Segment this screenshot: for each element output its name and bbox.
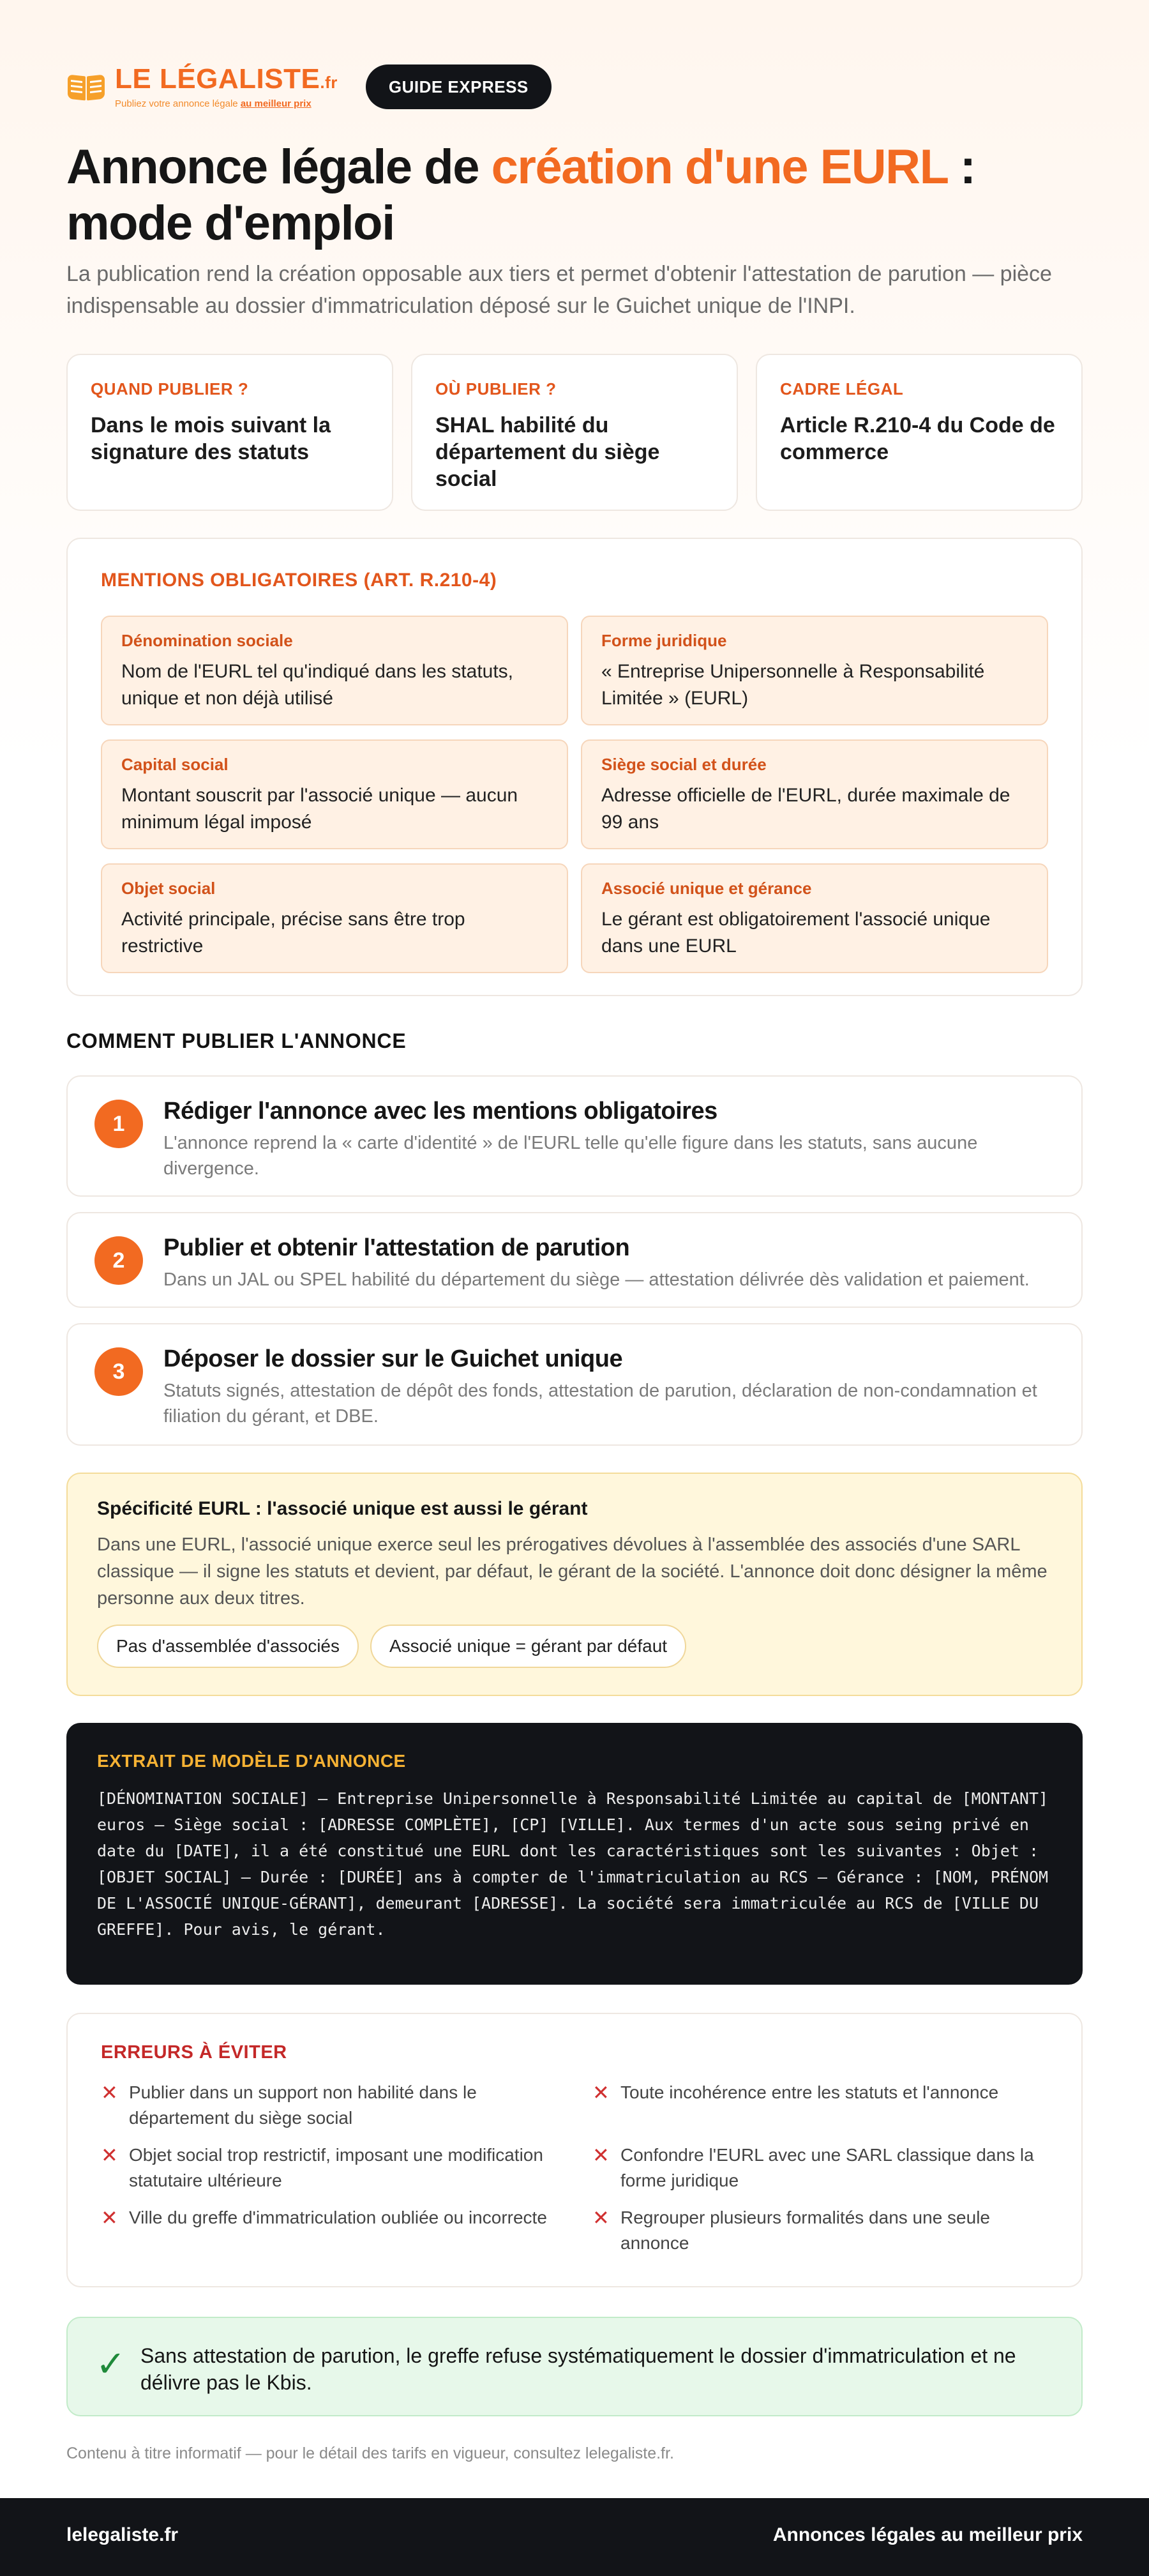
mention-item bbox=[581, 739, 1048, 849]
specificity-desc: Dans une EURL, l'associé unique exerce seul les prérogatives dévolues à l'assemblée des associés d'une SARL classique — il signe les statuts et devient, par défaut, le gérant de la société. L'annonce doit donc désigner la même personne aux deux titres. bbox=[97, 1534, 1048, 1609]
chip-no-assembly: Pas d'assemblée d'associés bbox=[97, 1625, 359, 1668]
step-card-1 bbox=[66, 1075, 1083, 1197]
cross-icon: ✕ bbox=[101, 2081, 118, 2104]
fact-value: SHAL habilité du département du siège social bbox=[435, 413, 660, 491]
cross-icon: ✕ bbox=[101, 2206, 118, 2229]
open-book-icon bbox=[66, 72, 106, 102]
mentions-title: MENTIONS OBLIGATOIRES (ART. R.210-4) bbox=[101, 570, 497, 591]
mention-title: Siège social et durée bbox=[601, 755, 767, 774]
specificity-title: Spécificité EURL : l'associé unique est aussi le gérant bbox=[97, 1498, 588, 1519]
notice-box bbox=[66, 2317, 1083, 2416]
specificity-chips bbox=[97, 1625, 1052, 1668]
step-number: 2 bbox=[94, 1236, 143, 1285]
error-text: Publier dans un support non habilité dans le département du siège social bbox=[129, 2082, 477, 2128]
mention-item bbox=[581, 616, 1048, 725]
guide-badge: GUIDE EXPRESS bbox=[366, 64, 552, 109]
mention-desc: Le gérant est obligatoirement l'associé unique dans une EURL bbox=[601, 909, 991, 957]
fact-card-where bbox=[411, 354, 738, 511]
fact-label: QUAND PUBLIER ? bbox=[91, 379, 249, 398]
errors-card bbox=[66, 2013, 1083, 2287]
logo-tagline-text: Publiez votre annonce légale bbox=[115, 98, 238, 109]
fact-value: Article R.210-4 du Code de commerce bbox=[780, 413, 1055, 464]
error-item bbox=[592, 2205, 1048, 2256]
fact-card-legal bbox=[756, 354, 1083, 511]
step-title: Rédiger l'annonce avec les mentions obligatoires bbox=[163, 1098, 717, 1125]
notice-text: Sans attestation de parution, le greffe refuse systématiquement le dossier d'immatriculation et ne délivre pas le Kbis. bbox=[140, 2344, 1016, 2394]
check-icon: ✓ bbox=[96, 2344, 126, 2384]
logo-tagline bbox=[115, 98, 338, 109]
mention-desc: « Entreprise Unipersonnelle à Responsabilité Limitée » (EURL) bbox=[601, 661, 985, 709]
errors-grid bbox=[101, 2080, 1048, 2256]
mention-desc: Nom de l'EURL tel qu'indiqué dans les statuts, unique et non déjà utilisé bbox=[121, 661, 514, 709]
header bbox=[66, 61, 552, 112]
step-title: Publier et obtenir l'attestation de parution bbox=[163, 1234, 630, 1261]
fact-card-when bbox=[66, 354, 393, 511]
step-card-3 bbox=[66, 1323, 1083, 1446]
chip-sole-manager: Associé unique = gérant par défaut bbox=[370, 1625, 686, 1668]
page-title bbox=[66, 139, 1083, 252]
mention-title: Dénomination sociale bbox=[121, 631, 293, 650]
cross-icon: ✕ bbox=[101, 2144, 118, 2167]
error-item bbox=[592, 2142, 1048, 2193]
fact-value: Dans le mois suivant la signature des statuts bbox=[91, 413, 331, 464]
logo[interactable] bbox=[66, 64, 338, 109]
model-title: EXTRAIT DE MODÈLE D'ANNONCE bbox=[97, 1751, 406, 1771]
page-lead: La publication rend la création opposable aux tiers et permet d'obtenir l'attestation de parution — pièce indispensable au dossier d'immatriculation déposé sur le Guichet unique de l'INPI. bbox=[66, 262, 1052, 318]
mention-item bbox=[101, 616, 568, 725]
step-number: 3 bbox=[94, 1347, 143, 1396]
logo-brand-suffix: .fr bbox=[320, 73, 338, 92]
mention-title: Objet social bbox=[121, 879, 216, 898]
mention-item bbox=[101, 863, 568, 973]
error-item bbox=[101, 2142, 557, 2193]
cross-icon: ✕ bbox=[592, 2144, 610, 2167]
step-desc: Dans un JAL ou SPEL habilité du département du siège — attestation délivrée dès validation et paiement. bbox=[163, 1269, 1030, 1290]
error-item bbox=[592, 2080, 1048, 2131]
mention-title: Capital social bbox=[121, 755, 229, 774]
logo-brand bbox=[115, 64, 338, 97]
facts-row bbox=[66, 354, 1083, 511]
title-part2: : mode d'emploi bbox=[66, 140, 975, 250]
footnote: Contenu à titre informatif — pour le détail des tarifs en vigueur, consultez lelegaliste.fr. bbox=[66, 2444, 674, 2462]
mention-item bbox=[581, 863, 1048, 973]
fact-label: OÙ PUBLIER ? bbox=[435, 379, 557, 398]
mention-title: Associé unique et gérance bbox=[601, 879, 812, 898]
mention-desc: Activité principale, précise sans être trop restrictive bbox=[121, 909, 465, 957]
footer-tagline: Annonces légales au meilleur prix bbox=[772, 2524, 1083, 2545]
logo-text bbox=[115, 64, 338, 109]
model-text: [DÉNOMINATION SOCIALE] — Entreprise Unipersonnelle à Responsabilité Limitée au capital de [MONTANT] euros — Siège social : [ADRESSE COMPLÈTE], [CP] [VILLE]. Aux termes d'un acte sous seing privé en date du [DATE], il a été constitué une EURL dont les caractéristiques sont les suivantes : Objet : [OBJET SOCIAL] — Durée : [DURÉE] ans à compter de l'immatriculation au RCS — Gérance : [NOM, PRÉNOM DE L'ASSOCIÉ UNIQUE-GÉRANT], demeurant [ADRESSE]. La société sera immatriculée au RCS de [VILLE DU GREFFE]. Pour avis, le gérant. bbox=[97, 1789, 1049, 1939]
error-text: Objet social trop restrictif, imposant une modification statutaire ultérieure bbox=[129, 2145, 543, 2190]
error-text: Ville du greffe d'immatriculation oubliée ou incorrecte bbox=[129, 2208, 547, 2227]
steps-heading: COMMENT PUBLIER L'ANNONCE bbox=[66, 1029, 407, 1052]
mention-desc: Adresse officielle de l'EURL, durée maximale de 99 ans bbox=[601, 785, 1010, 833]
step-card-2 bbox=[66, 1212, 1083, 1308]
step-title: Déposer le dossier sur le Guichet unique bbox=[163, 1345, 623, 1372]
model-box bbox=[66, 1723, 1083, 1985]
title-part1: Annonce légale de bbox=[66, 140, 492, 194]
fact-label: CADRE LÉGAL bbox=[780, 379, 904, 398]
error-item bbox=[101, 2080, 557, 2131]
step-desc: L'annonce reprend la « carte d'identité » de l'EURL telle qu'elle figure dans les statuts, sans aucune divergence. bbox=[163, 1133, 978, 1179]
mentions-card bbox=[66, 538, 1083, 996]
errors-title: ERREURS À ÉVITER bbox=[101, 2042, 287, 2063]
error-item bbox=[101, 2205, 557, 2256]
footer-site-link[interactable]: lelegaliste.fr bbox=[66, 2524, 179, 2545]
step-desc: Statuts signés, attestation de dépôt des fonds, attestation de parution, déclaration de non-condamnation et filiation du gérant, et DBE. bbox=[163, 1381, 1037, 1427]
logo-brand-name: LE LÉGALISTE bbox=[115, 63, 320, 95]
mentions-grid bbox=[101, 616, 1048, 973]
error-text: Regrouper plusieurs formalités dans une seule annonce bbox=[620, 2208, 990, 2253]
logo-tagline-strong: au meilleur prix bbox=[240, 98, 312, 109]
cross-icon: ✕ bbox=[592, 2206, 610, 2229]
specificity-box bbox=[66, 1473, 1083, 1696]
error-text: Confondre l'EURL avec une SARL classique dans la forme juridique bbox=[620, 2145, 1034, 2190]
mention-item bbox=[101, 739, 568, 849]
cross-icon: ✕ bbox=[592, 2081, 610, 2104]
mention-title: Forme juridique bbox=[601, 631, 727, 650]
step-number: 1 bbox=[94, 1100, 143, 1148]
error-text: Toute incohérence entre les statuts et l'annonce bbox=[620, 2082, 999, 2102]
mention-desc: Montant souscrit par l'associé unique — aucun minimum légal imposé bbox=[121, 785, 518, 833]
footer bbox=[0, 2498, 1149, 2576]
title-accent: création d'une EURL bbox=[491, 140, 948, 194]
